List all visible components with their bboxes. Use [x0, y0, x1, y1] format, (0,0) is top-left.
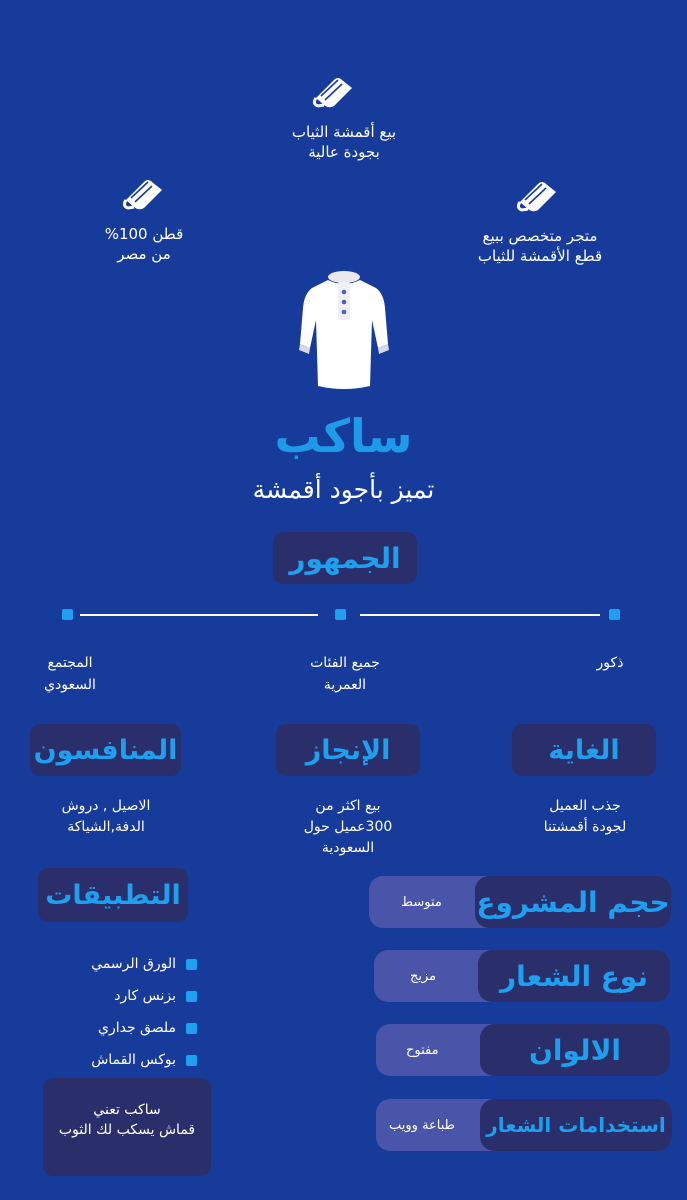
list-item: بزنس كارد — [37, 980, 197, 1012]
section-competitors-text: الاصيل , دروش الدفة,الشياكة — [61, 798, 151, 835]
section-goal-title: الغاية — [512, 724, 656, 776]
bullet-square-icon — [186, 1023, 197, 1034]
brand-tagline: تميز بأجود أقمشة — [252, 475, 435, 504]
feature-left: قطن 100% من مصر — [104, 225, 184, 263]
brand-meaning-box: ساكب تعني قماش يسكب لك الثوب — [43, 1078, 211, 1176]
timeline-line-right — [360, 614, 600, 616]
section-goal-text: جذب العميل لجودة أقمشتنا — [543, 798, 627, 835]
spec-label: حجم المشروع — [475, 876, 671, 928]
list-item: بوكس القماش — [37, 1044, 197, 1076]
spec-value: مزيج — [410, 968, 437, 984]
fabric-roll-icon — [312, 74, 356, 108]
feature-top: بيع أقمشة الثياب بجودة عالية — [291, 123, 397, 161]
thobe-icon — [298, 268, 390, 392]
applications-title: التطبيقات — [38, 868, 188, 922]
audience-item: جميع الفئات العمرية — [310, 655, 380, 693]
spec-value: مفتوح — [406, 1042, 439, 1058]
timeline-dot — [335, 609, 346, 620]
bullet-square-icon — [186, 991, 197, 1002]
timeline-dot — [609, 609, 620, 620]
list-item: الورق الرسمي — [37, 948, 197, 980]
timeline-line-left — [80, 614, 318, 616]
spec-label: الالوان — [480, 1024, 670, 1076]
applications-list — [37, 948, 197, 1076]
spec-label: استخدامات الشعار — [480, 1099, 672, 1151]
timeline-dot — [62, 609, 73, 620]
spec-logo-uses — [376, 1099, 672, 1151]
feature-right: متجر متخصص ببيع قطع الأقمشة للثياب — [477, 227, 603, 265]
spec-label: نوع الشعار — [478, 950, 670, 1002]
fabric-roll-icon — [122, 176, 166, 210]
section-achievement-title: الإنجاز — [276, 724, 420, 776]
spec-colors — [376, 1024, 670, 1076]
bullet-square-icon — [186, 959, 197, 970]
bullet-square-icon — [186, 1055, 197, 1066]
section-achievement-text: بيع اكثر من 300عميل حول السعودية — [303, 798, 393, 856]
audience-title: الجمهور — [273, 532, 417, 584]
audience-item: ذكور — [596, 655, 624, 671]
spec-logo-type — [374, 950, 670, 1002]
spec-project-size — [369, 876, 671, 928]
audience-item: المجتمع السعودي — [44, 655, 96, 693]
brand-name: ساكب — [274, 409, 413, 463]
fabric-roll-icon — [516, 178, 560, 212]
list-item: ملصق جداري — [37, 1012, 197, 1044]
spec-value: طباعة وويب — [389, 1117, 456, 1133]
spec-value: متوسط — [401, 894, 442, 910]
section-competitors-title: المنافسون — [30, 724, 181, 776]
